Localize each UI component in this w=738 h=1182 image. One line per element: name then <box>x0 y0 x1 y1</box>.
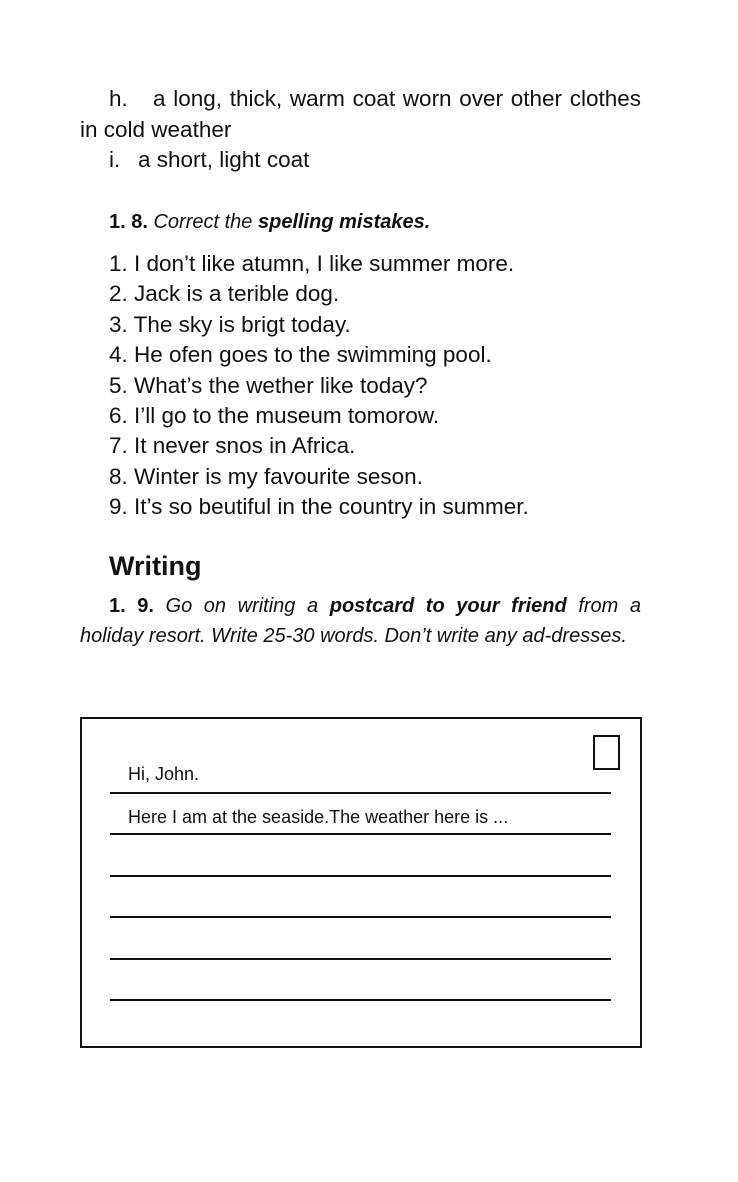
list-item: 3. The sky is brigt today. <box>109 311 351 337</box>
list-item: 5. What’s the wether like today? <box>109 372 428 398</box>
writing-line[interactable] <box>110 999 611 1001</box>
task-text: from a holiday resort. Write 25-30 words. Don’t write any ad-dresses. <box>80 594 642 648</box>
definition-i <box>80 145 641 176</box>
list-item: 1. I don’t like atumn, I like summer more. <box>109 251 515 276</box>
definition-letter: h. <box>109 86 128 111</box>
list-item: 9. It’s so beutiful in the country in summer. <box>109 494 529 520</box>
list-item: 4. He ofen goes to the swimming pool. <box>109 342 492 368</box>
task-text: Go on writing a <box>165 594 319 617</box>
task-emphasis: postcard to your friend <box>329 594 567 617</box>
task-number: 1. 8. <box>109 210 148 233</box>
postcard-first-line: Here I am at the seaside.The weather here is ... <box>128 807 509 827</box>
writing-line[interactable] <box>110 833 611 835</box>
section-title-writing: Writing <box>109 550 202 581</box>
definition-h <box>80 84 641 145</box>
list-item: 2. Jack is a terible dog. <box>109 281 340 307</box>
definition-text: a short, light coat <box>138 147 310 172</box>
definition-letter: i. <box>109 147 121 172</box>
list-item: 7. It never snos in Africa. <box>109 433 356 459</box>
spelling-sentence-list <box>80 249 641 523</box>
list-item: 8. Winter is my favourite seson. <box>109 463 423 489</box>
task-1-9-instruction <box>80 591 641 652</box>
postcard-greeting: Hi, John. <box>128 764 200 784</box>
task-emphasis: spelling mistakes. <box>257 210 431 233</box>
writing-line[interactable] <box>110 916 611 918</box>
postcard-frame <box>80 717 642 1048</box>
writing-line[interactable] <box>110 875 611 877</box>
task-number: 1. 9. <box>109 594 154 617</box>
writing-line[interactable] <box>110 792 611 794</box>
writing-line[interactable] <box>110 958 611 960</box>
list-item: 6. I’ll go to the museum tomorow. <box>109 403 440 429</box>
task-text: Correct the <box>153 210 253 233</box>
definition-text: a long, thick, warm coat worn over other clothes in cold weather <box>80 86 641 142</box>
stamp-box <box>593 735 620 770</box>
task-1-8-instruction <box>80 207 641 238</box>
page-content <box>80 84 641 652</box>
